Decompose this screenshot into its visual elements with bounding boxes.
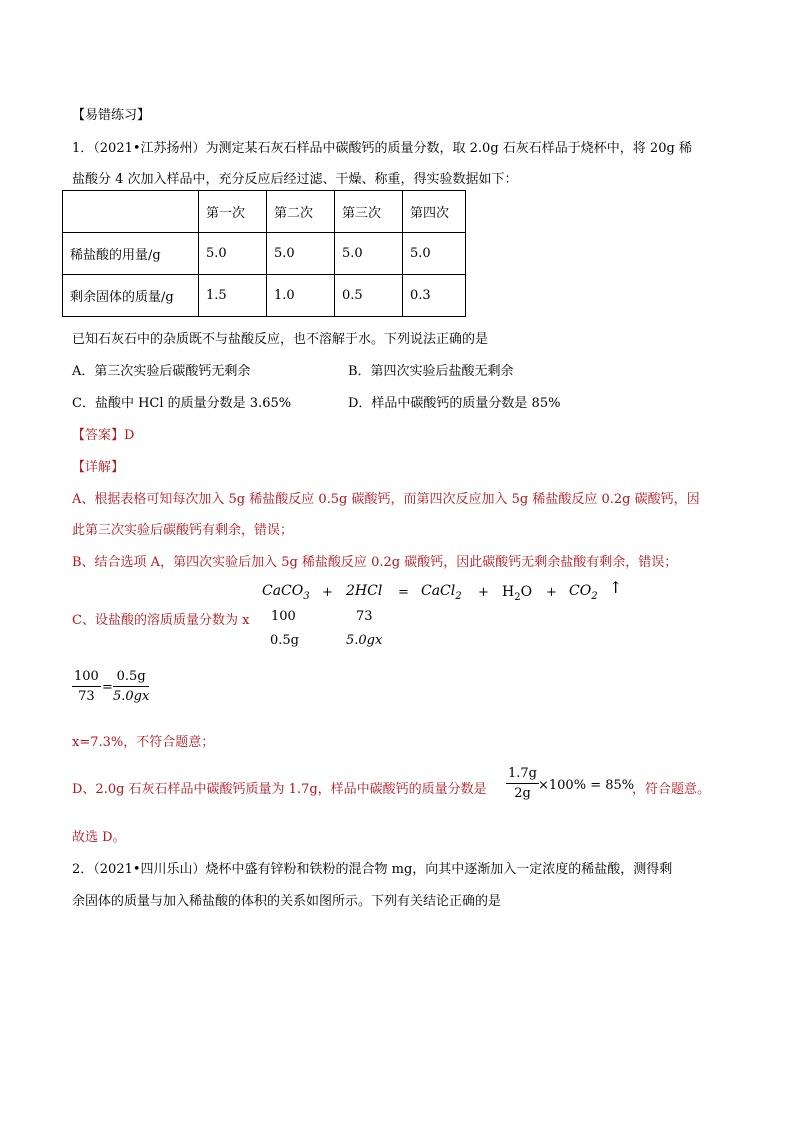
option-a: A．第三次实验后碳酸钙无剩余 bbox=[72, 364, 251, 379]
section-title: 【易错练习】 bbox=[72, 108, 151, 123]
gas-arrow-icon: ↑ bbox=[609, 578, 623, 597]
answer: 【答案】D bbox=[72, 428, 135, 443]
table-cell: 剩余固体的质量/g bbox=[63, 275, 199, 317]
explanation-b: B、结合选项 A，第四次实验后加入 5g 稀盐酸反应 0.2g 碳酸钙，因此碳酸钙无剩余盐酸有剩余，错误； bbox=[72, 555, 678, 570]
question-1-line-1: 1．（2021•江苏扬州）为测定某石灰石样品中碳酸钙的质量分数，取 2.0g 石灰石样品于烧杯中，将 20g 稀 bbox=[72, 141, 692, 156]
plus-sign: + bbox=[546, 585, 557, 600]
data-table bbox=[62, 190, 466, 317]
formula-caco3: CaCO$_3$ bbox=[262, 583, 310, 602]
percent-calculation: ×100% = 85% bbox=[538, 778, 635, 793]
option-b: B．第四次实验后盐酸无剩余 bbox=[348, 364, 514, 379]
table-cell: 5.0 bbox=[267, 233, 335, 275]
table-row bbox=[63, 233, 466, 275]
table-cell: 0.3 bbox=[403, 275, 466, 317]
plus-sign: + bbox=[322, 585, 333, 600]
equals-sign: = bbox=[398, 585, 409, 600]
molar-mass-hcl: 73 bbox=[356, 609, 373, 624]
table-cell: 稀盐酸的用量/g bbox=[63, 233, 199, 275]
formula-h2o: $H_2O$ bbox=[502, 584, 533, 603]
explanation-d: D、2.0g 石灰石样品中碳酸钙质量为 1.7g，样品中碳酸钙的质量分数是 bbox=[72, 782, 487, 797]
explanation-c: C、设盐酸的溶质质量分数为 x bbox=[72, 613, 250, 628]
explanation-a-line-2: 此第三次实验后碳酸钙有剩余，错误； bbox=[72, 523, 294, 538]
mass-caco3: 0.5g bbox=[270, 633, 299, 648]
explanation-a-line-1: A、根据表格可知每次加入 5g 稀盐酸反应 0.5g 碳酸钙，而第四次反应加入 5g 稀盐酸反应 0.2g 碳酸钙，因 bbox=[72, 492, 700, 507]
question-1-line-2: 盐酸分 4 次加入样品中，充分反应后经过滤、干燥、称重，得实验数据如下： bbox=[72, 172, 518, 187]
table-row bbox=[63, 275, 466, 317]
table-cell: 第二次 bbox=[267, 191, 335, 233]
table-cell: 第一次 bbox=[199, 191, 267, 233]
table-cell: 1.0 bbox=[267, 275, 335, 317]
explanation-d-tail: ，符合题意。 bbox=[632, 782, 711, 797]
formula-cacl2: CaCl$_2$ bbox=[421, 583, 462, 602]
table-cell: 5.0 bbox=[403, 233, 466, 275]
table-header-row bbox=[63, 191, 466, 233]
table-cell: 第三次 bbox=[335, 191, 403, 233]
explanation-c-result: x=7.3%，不符合题意； bbox=[72, 735, 215, 750]
plus-sign: + bbox=[478, 585, 489, 600]
detail-title: 【详解】 bbox=[72, 460, 125, 475]
table-cell: 5.0 bbox=[335, 233, 403, 275]
conclusion: 故选 D。 bbox=[72, 830, 126, 845]
question-2-line-2: 余固体的质量与加入稀盐酸的体积的关系如图所示。下列有关结论正确的是 bbox=[72, 894, 502, 909]
table-cell: 5.0 bbox=[199, 233, 267, 275]
table-cell: 1.5 bbox=[199, 275, 267, 317]
question-2-line-1: 2．（2021•四川乐山）烧杯中盛有锌粉和铁粉的混合物 mg，向其中逐渐加入一定浓度的稀盐酸，测得剩 bbox=[72, 862, 673, 877]
molar-mass-caco3: 100 bbox=[271, 609, 296, 624]
equals-sign: = bbox=[102, 680, 113, 695]
mass-hcl: 5.0gx bbox=[346, 633, 383, 648]
formula-hcl: 2HCl bbox=[346, 583, 383, 599]
option-d: D．样品中碳酸钙的质量分数是 85% bbox=[348, 396, 561, 411]
table-cell: 0.5 bbox=[335, 275, 403, 317]
table-cell: 第四次 bbox=[403, 191, 466, 233]
option-c: C．盐酸中 HCl 的质量分数是 3.65% bbox=[72, 396, 292, 411]
question-1-stem: 已知石灰石中的杂质既不与盐酸反应，也不溶解于水。下列说法正确的是 bbox=[72, 332, 489, 347]
table-cell bbox=[63, 191, 199, 233]
fraction-left: $\frac{100}{73}$ bbox=[74, 669, 99, 704]
fraction-right: $\frac{0.5g}{5.0gx}$ bbox=[113, 669, 150, 704]
fraction-d: $\frac{1.7g}{2g}$ bbox=[508, 766, 537, 801]
formula-co2: $CO_2$ bbox=[569, 583, 598, 602]
